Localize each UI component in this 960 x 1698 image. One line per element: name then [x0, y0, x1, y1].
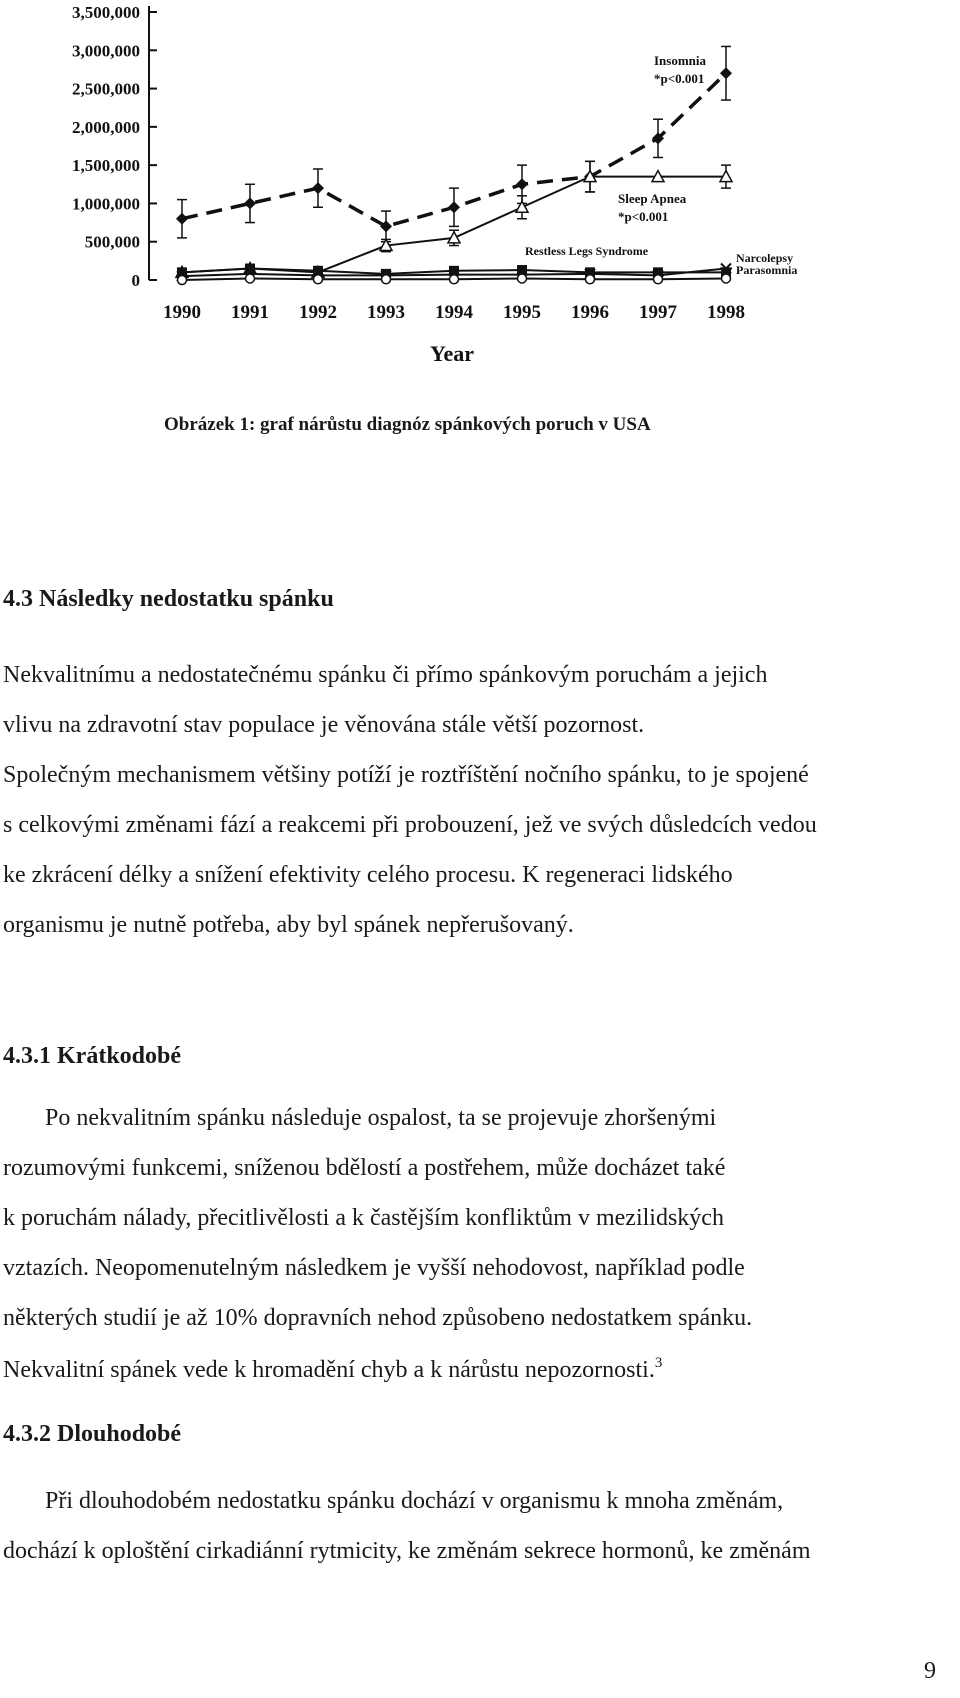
- x-tick-label: 1994: [435, 302, 473, 323]
- figure-caption: Obrázek 1: graf nárůstu diagnóz spánkových poruch v USA: [164, 414, 651, 435]
- paragraph-line: s celkovými změnami fází a reakcemi při probouzení, jež ve svých důsledcích vedou: [3, 812, 817, 838]
- paragraph-line: Společným mechanismem většiny potíží je roztříštění nočního spánku, to je spojené: [3, 762, 809, 788]
- x-tick-label: 1998: [707, 302, 745, 323]
- data-point-insomnia: [516, 178, 528, 190]
- data-point-parasomnia: [178, 276, 187, 285]
- y-tick-label: 0: [131, 271, 140, 290]
- data-point-insomnia: [448, 201, 460, 213]
- series-significance-sleep-apnea: *p<0.001: [618, 209, 669, 224]
- data-point-parasomnia: [246, 274, 255, 283]
- series-label-insomnia: Insomnia: [654, 53, 707, 68]
- x-axis-title: Year: [430, 341, 474, 366]
- data-point-insomnia: [312, 182, 324, 194]
- x-tick-label: 1996: [571, 302, 609, 323]
- series-label-sleep-apnea: Sleep Apnea: [618, 191, 687, 206]
- data-point-insomnia: [720, 67, 732, 79]
- series-label-parasomnia: Parasomnia: [736, 263, 798, 277]
- series-significance-insomnia: *p<0.001: [654, 71, 705, 86]
- data-point-parasomnia: [654, 275, 663, 284]
- subsection-heading-long-term: 4.3.2 Dlouhodobé: [3, 1421, 182, 1447]
- paragraph-text: Nekvalitní spánek vede k hromadění chyb a k nárůstu nepozornosti.: [3, 1357, 655, 1383]
- x-tick-label: 1990: [163, 302, 201, 323]
- page-number: 9: [924, 1658, 936, 1684]
- series-label-narcolepsy: Narcolepsy: [736, 251, 794, 265]
- data-point-parasomnia: [518, 274, 527, 283]
- data-point-parasomnia: [722, 274, 731, 283]
- data-point-parasomnia: [314, 275, 323, 284]
- x-tick-label: 1997: [639, 302, 677, 323]
- y-tick-label: 2,500,000: [72, 79, 140, 99]
- y-tick-label: 3,000,000: [72, 41, 140, 61]
- y-tick-label: 2,000,000: [72, 117, 140, 137]
- section-heading: 4.3 Následky nedostatku spánku: [3, 586, 334, 612]
- x-tick-label: 1991: [231, 302, 269, 323]
- subsection-heading-short-term: 4.3.1 Krátkodobé: [3, 1043, 182, 1069]
- paragraph-line: rozumovými funkcemi, sníženou bdělostí a postřehem, může docházet také: [3, 1155, 726, 1181]
- data-point-restless-legs-syndrome: [245, 264, 255, 274]
- data-point-insomnia: [176, 213, 188, 225]
- data-point-parasomnia: [450, 275, 459, 284]
- paragraph-line: k poruchám nálady, přecitlivělosti a k častějším konfliktům v mezilidských: [3, 1205, 724, 1231]
- paragraph-line: [3, 1355, 662, 1384]
- x-tick-label: 1995: [503, 302, 541, 323]
- y-tick-label: 1,500,000: [72, 156, 140, 176]
- footnote-reference: 3: [654, 1355, 663, 1371]
- x-tick-label: 1993: [367, 302, 405, 323]
- paragraph-line: vlivu na zdravotní stav populace je věnována stále větší pozornost.: [3, 712, 645, 738]
- paragraph-line: Nekvalitnímu a nedostatečnému spánku či přímo spánkovým poruchám a jejich: [3, 662, 768, 688]
- paragraph-line: vztazích. Neopomenutelným následkem je vyšší nehodovost, například podle: [3, 1255, 745, 1281]
- paragraph-line: některých studií je až 10% dopravních nehod způsobeno nedostatkem spánku.: [3, 1305, 753, 1331]
- series-label-restless-legs-syndrome: Restless Legs Syndrome: [525, 244, 649, 258]
- y-tick-label: 1,000,000: [72, 194, 140, 214]
- paragraph-line: dochází k oploštění cirkadiánní rytmicity, ke změnám sekrece hormonů, ke změnám: [3, 1538, 811, 1564]
- data-point-insomnia: [244, 197, 256, 209]
- paragraph-line: ke zkrácení délky a snížení efektivity celého procesu. K regeneraci lidského: [3, 862, 733, 888]
- sleep-disorders-chart: [0, 0, 960, 370]
- paragraph-line: Při dlouhodobém nedostatku spánku dochází v organismu k mnoha změnám,: [45, 1488, 784, 1514]
- y-tick-label: 3,500,000: [72, 3, 140, 22]
- x-tick-label: 1992: [299, 302, 337, 323]
- data-point-parasomnia: [382, 275, 391, 284]
- paragraph-line: organismu je nutně potřeba, aby byl spánek nepřerušovaný.: [3, 912, 574, 938]
- paragraph-line: Po nekvalitním spánku následuje ospalost, ta se projevuje zhoršenými: [45, 1105, 717, 1131]
- data-point-parasomnia: [586, 275, 595, 284]
- y-tick-label: 500,000: [84, 232, 140, 252]
